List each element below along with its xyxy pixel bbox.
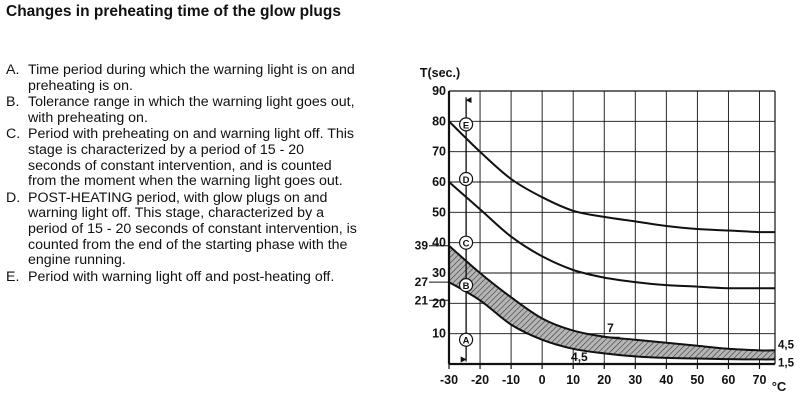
x-axis-title: °C [771, 379, 787, 394]
y-tick-label: 70 [432, 144, 446, 159]
x-tick-label: 40 [659, 373, 674, 387]
region-label-b: B [462, 281, 470, 293]
y-tick-label: 10 [432, 326, 446, 341]
y-tick-label: 60 [432, 175, 446, 189]
y-tick-label: 40 [432, 235, 446, 250]
legend-text: Tolerance range in which the warning light goes out, with preheating on. [28, 94, 355, 126]
x-tick-label: 70 [752, 373, 767, 387]
special-y-label: 21 [414, 293, 428, 308]
y-tick-label: 20 [432, 296, 446, 311]
x-tick-label: -30 [439, 373, 459, 387]
curve-1 [449, 121, 775, 232]
x-tick-label: 50 [690, 373, 705, 387]
y-tick-label: 30 [432, 266, 446, 280]
y-tick-label: 50 [432, 205, 446, 220]
legend-text: POST-HEATING period, with glow plugs on and warning light off. This stage, characterized by a period of 15 - 20 seconds of constant intervention, is counted from the end of the starting phase with the engine running. [28, 189, 357, 269]
y-tick-label: 90 [432, 84, 446, 98]
legend-text: Time period during which the warning light is on and preheating is on. [28, 62, 355, 94]
y-tick-label: 80 [432, 114, 446, 129]
legend-letter: E. [6, 268, 20, 285]
region-label-e: E [462, 120, 470, 132]
band-label-7: 7 [607, 321, 614, 336]
x-tick-label: 20 [597, 373, 612, 387]
legend-letter: C. [6, 126, 21, 143]
x-tick-label: -20 [471, 373, 490, 387]
special-y-label: 39 [414, 238, 428, 253]
region-label-a: A [462, 335, 470, 347]
legend-letter: B. [6, 94, 20, 111]
tolerance-band [449, 246, 775, 360]
legend-text: Period with preheating on and warning light off. This stage is characterized by a period of 15 - 20 seconds of constant intervention, and is counted from the moment when the warning light goes out. [28, 126, 354, 190]
x-tick-label: 10 [566, 373, 581, 387]
y-axis-title: T(sec.) [419, 66, 461, 80]
curve-2 [449, 182, 775, 288]
right-label: 1,5 [778, 357, 794, 370]
region-label-c: C [462, 238, 470, 250]
band-label-4-5: 4,5 [571, 349, 588, 364]
region-label-d: D [462, 174, 470, 186]
legend-letter: A. [6, 62, 20, 78]
legend-letter: D. [6, 189, 21, 206]
legend-text: Period with warning light off and post-heating off. [28, 268, 335, 285]
right-label: 4,5 [778, 339, 794, 352]
x-tick-label: 60 [721, 373, 736, 387]
x-tick-label: 0 [538, 373, 546, 387]
x-tick-label: -10 [502, 373, 521, 387]
special-y-label: 27 [414, 275, 428, 290]
x-tick-label: 30 [628, 373, 643, 387]
tolerance-band-fill [449, 246, 775, 360]
chart-heading: Changes in preheating time of the glow plugs [6, 3, 341, 20]
